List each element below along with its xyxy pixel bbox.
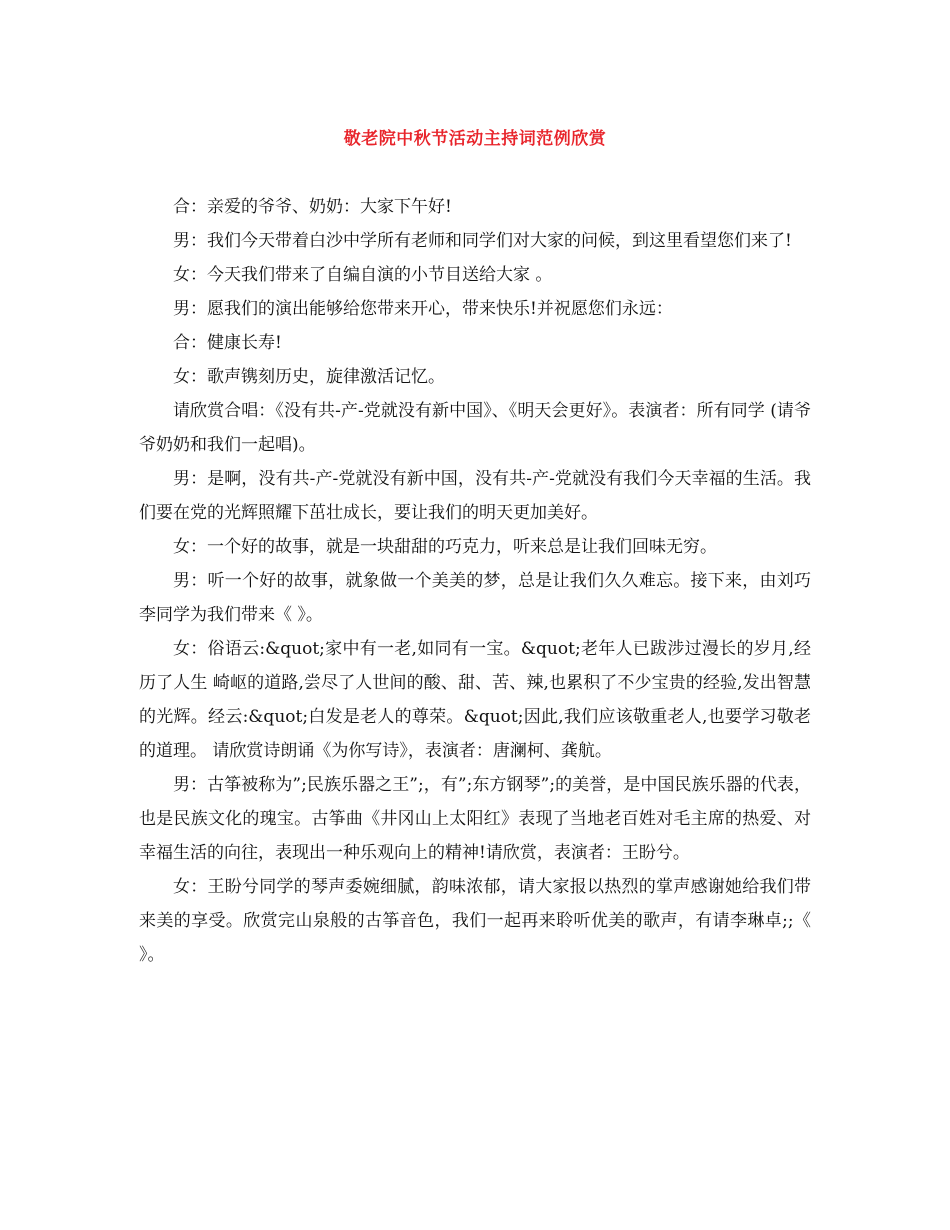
paragraph-10: 男：听一个好的故事，就象做一个美美的梦，总是让我们久久难忘。接下来，由刘巧李同学为我们带来《 》。 <box>139 571 811 625</box>
paragraph-2: 男：我们今天带着白沙中学所有老师和同学们对大家的问候，到这里看望您们来了! <box>173 231 792 251</box>
paragraph-8: 男：是啊，没有共-产-党就没有新中国，没有共-产-党就没有我们今天幸福的生活。我们要在党的光辉照耀下茁壮成长，要让我们的明天更加美好。 <box>139 469 811 523</box>
paragraph-9: 女：一个好的故事，就是一块甜甜的巧克力，听来总是让我们回味无穷。 <box>173 537 717 557</box>
paragraph-12: 男：古筝被称为”;民族乐器之王”;，有”;东方钢琴”;的美誉，是中国民族乐器的代表，也是民族文化的瑰宝。古筝曲《井冈山上太阳红》表现了当地老百姓对毛主席的热爱、对幸福生活的向往，表现出一种乐观向上的精神!请欣赏，表演者：王盼兮。 <box>139 775 811 863</box>
paragraph-11: 女：俗语云:&quot;家中有一老,如同有一宝。&quot;老年人已跋涉过漫长的岁月,经历了人生 崎岖的道路,尝尽了人世间的酸、甜、苦、辣,也累积了不少宝贵的经验,发出智慧的光辉。经云:&quot;白发是老人的尊荣。&quot;因此,我们应该敬重老人,也要学习敬老的道理。 请欣赏诗朗诵《为你写诗》，表演者：唐澜柯、龚航。 <box>139 639 811 761</box>
paragraph-4: 男：愿我们的演出能够给您带来开心，带来快乐!并祝愿您们永远： <box>173 299 673 319</box>
paragraph-3: 女：今天我们带来了自编自演的小节目送给大家 。 <box>173 265 553 285</box>
paragraph-7: 请欣赏合唱：《没有共-产-党就没有新中国》、《明天会更好》。表演者：所有同学 (请爷爷奶奶和我们一起唱)。 <box>139 401 811 455</box>
paragraph-6: 女：歌声镌刻历史，旋律激活记忆。 <box>173 367 445 387</box>
document-title: 敬老院中秋节活动主持词范例欣赏 <box>343 129 607 149</box>
paragraph-5: 合：健康长寿! <box>173 333 282 353</box>
paragraph-1: 合：亲爱的爷爷、奶奶：大家下午好! <box>173 197 452 217</box>
document-body <box>139 190 811 972</box>
paragraph-13: 女：王盼兮同学的琴声委婉细腻，韵味浓郁，请大家报以热烈的掌声感谢她给我们带来美的享受。欣赏完山泉般的古筝音色，我们一起再来聆听优美的歌声，有请李琳卓;;《 》。 <box>139 877 811 965</box>
